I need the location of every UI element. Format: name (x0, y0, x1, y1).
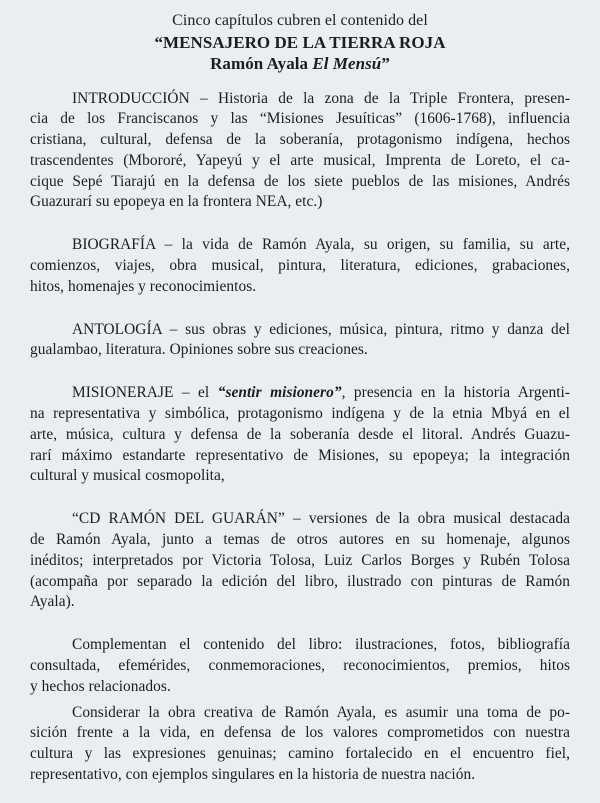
text-segment: (acompaña por separado la edición del libro, ilustrado con pinturas de Ramón (30, 572, 570, 590)
text-line (30, 192, 570, 213)
text-segment: ANTOLOGÍA – sus obras y ediciones, música, pintura, ritmo y danza del (72, 320, 570, 338)
text-line (30, 572, 570, 593)
paragraph-biografia (30, 235, 570, 297)
text-segment: Ayala). (30, 593, 75, 611)
text-line (30, 404, 570, 425)
text-line (30, 723, 570, 744)
header-line (30, 32, 570, 54)
text-segment: El Mensú (312, 54, 382, 73)
text-segment: hitos, homenajes y reconocimientos. (30, 277, 257, 295)
text-line (30, 530, 570, 551)
text-line (30, 703, 570, 724)
text-segment: , presencia en la historia Argenti- (341, 384, 571, 402)
text-line (30, 677, 570, 698)
text-line (30, 235, 570, 256)
text-line (30, 130, 570, 151)
text-segment: MISIONERAJE – el (72, 384, 218, 402)
text-segment: inéditos; interpretados por Victoria Tolosa, Luiz Carlos Borges y Rubén Tolosa (30, 551, 570, 569)
text-line (30, 89, 570, 110)
text-segment: representativo, con ejemplos singulares en la historia de nuestra nación. (30, 766, 476, 784)
text-line (30, 256, 570, 277)
text-line (30, 551, 570, 572)
text-line (30, 592, 570, 613)
text-segment: gualambao, literatura. Opiniones sobre sus creaciones. (30, 341, 368, 359)
paragraph-considerar (30, 703, 570, 786)
text-line (30, 320, 570, 341)
text-segment: Guazurarí su epopeya en la frontera NEA, etc.) (30, 193, 323, 211)
text-segment: Considerar la obra creativa de Ramón Ayala, es asumir una toma de po- (72, 703, 570, 721)
paragraph-antologia (30, 320, 570, 362)
text-line (30, 744, 570, 765)
text-line (30, 277, 570, 298)
text-line (30, 765, 570, 786)
text-segment: ” (381, 54, 390, 73)
text-segment: cristiana, cultural, defensa de la soberanía, protagonismo indígena, hechos (30, 131, 570, 149)
text-segment: “sentir misionero” (217, 384, 342, 402)
text-segment: sición frente a la vida, en defensa de los valores comprometidos con nuestra (30, 724, 570, 742)
text-segment: Ramón Ayala (210, 54, 313, 73)
text-line (30, 383, 570, 404)
header-line (30, 53, 570, 75)
text-line (30, 509, 570, 530)
text-segment: comienzos, viajes, obra musical, pintura, literatura, ediciones, grabaciones, (30, 257, 570, 275)
text-segment: arte, música, cultura y defensa de la soberanía desde el litoral. Andrés Guazu- (30, 425, 570, 443)
paragraph-cd-ramon-del-guaran (30, 509, 570, 613)
text-segment: cultura y las expresiones genuinas; camino fortalecido en el encuentro fiel, (30, 745, 570, 763)
text-line (30, 340, 570, 361)
text-segment: “CD RAMÓN DEL GUARÁN” – versiones de la obra musical destacada (72, 510, 570, 528)
text-segment: na representativa y simbólica, protagonismo indígena y de la etnia Mbyá en el (30, 405, 570, 423)
text-segment: Cinco capítulos cubren el contenido del (172, 12, 428, 29)
text-segment: consultada, efemérides, conmemoraciones, reconocimientos, premios, hitos (30, 657, 570, 675)
text-line (30, 109, 570, 130)
text-segment: BIOGRAFÍA – la vida de Ramón Ayala, su origen, su familia, su arte, (72, 236, 570, 254)
paragraph-complementan (30, 635, 570, 697)
header-line (30, 10, 570, 32)
text-segment: de Ramón Ayala, junto a temas de otros autores en su homenaje, algunos (30, 531, 570, 549)
text-segment: cia de los Franciscanos y las “Misiones Jesuíticas” (1606-1768), influencia (30, 110, 570, 128)
text-line (30, 172, 570, 193)
text-line (30, 425, 570, 446)
text-line (30, 656, 570, 677)
text-segment: INTRODUCCIÓN – Historia de la zona de la Triple Frontera, presen- (72, 89, 570, 107)
document-body (30, 89, 570, 786)
text-line (30, 635, 570, 656)
text-segment: trascendentes (Mbororé, Yapeyú y el arte musical, Imprenta de Loreto, el ca- (30, 151, 570, 169)
paragraph-introduccion (30, 89, 570, 214)
text-segment: “MENSAJERO DE LA TIERRA ROJA (154, 32, 446, 52)
text-segment: rarí máximo estandarte representativo de Misiones, su epopeya; la integración (30, 446, 570, 464)
text-line (30, 466, 570, 487)
document-header (30, 10, 570, 75)
text-segment: y hechos relacionados. (30, 677, 171, 695)
text-segment: cultural y musical cosmopolita, (30, 467, 225, 485)
text-line (30, 446, 570, 467)
text-segment: cique Sepé Tiarajú en la defensa de los siete pueblos de las misiones, Andrés (30, 172, 570, 190)
paragraph-misioneraje (30, 383, 570, 487)
text-segment: Complementan el contenido del libro: ilustraciones, fotos, bibliografía (72, 636, 570, 654)
text-line (30, 151, 570, 172)
